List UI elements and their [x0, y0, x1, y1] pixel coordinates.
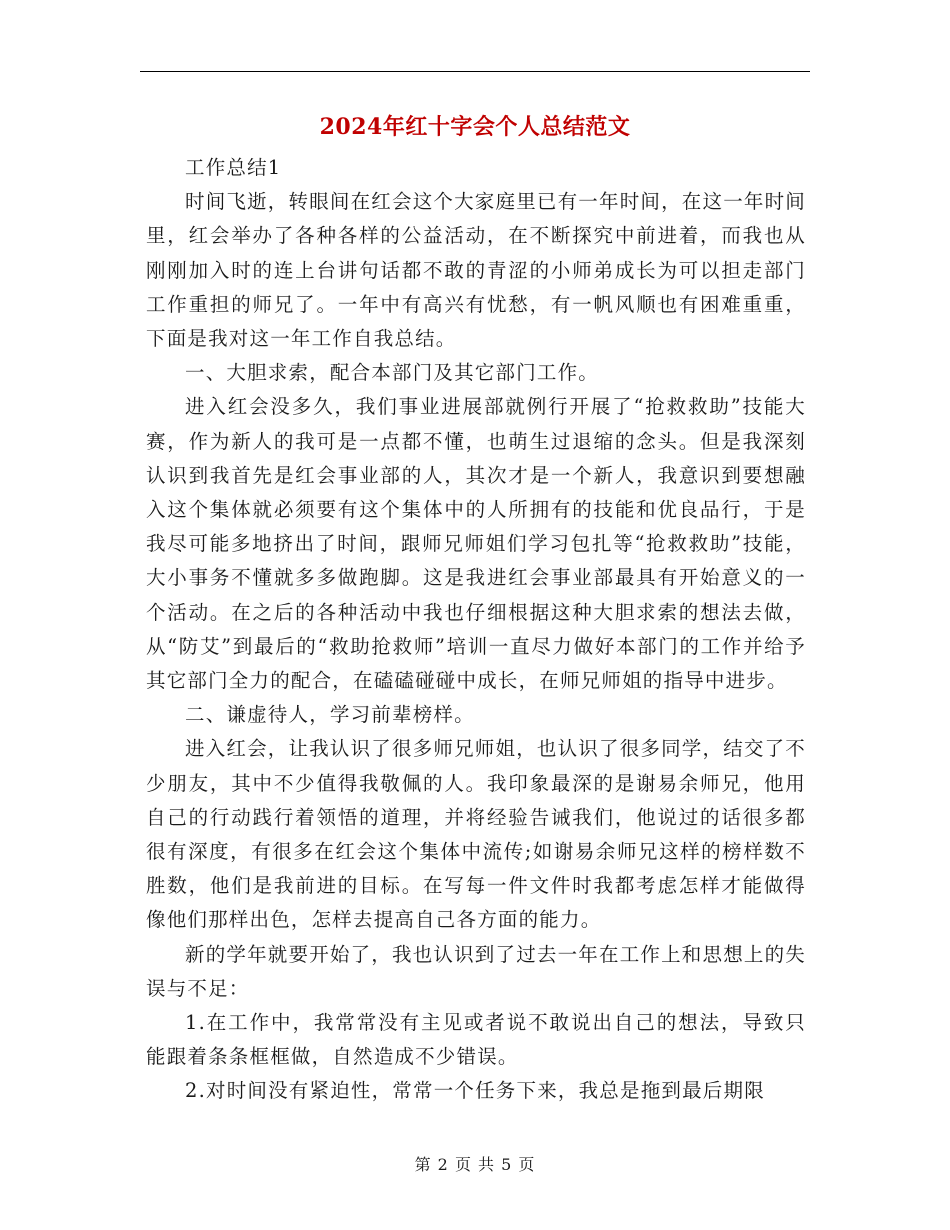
list-item-1: 1.在工作中，我常常没有主见或者说不敢说出自己的想法，导致只能跟着条条框框做，自然造成不少错误。	[146, 1011, 806, 1069]
paragraph-section-one: 进入红会没多久，我们事业进展部就例行开展了“抢救救助”技能大赛，作为新人的我可是一点都不懂，也萌生过退缩的念头。但是我深刻认识到我首先是红会事业部的人，其次才是一个新人，我意识到要想融入这个集体就必须要有这个集体中的人所拥有的技能和优良品行，于是我尽可能多地挤出了时间，跟师兄师姐们学习包扎等“抢救救助”技能，大小事务不懂就多多做跑脚。这是我进红会事业部最具有开始意义的一个活动。在之后的各种活动中我也仔细根据这种大胆求索的想法去做，从“防艾”到最后的“救助抢救师”培训一直尽力做好本部门的工作并给予其它部门全力的配合，在磕磕碰碰中成长，在师兄师姐的指导中进步。	[146, 395, 806, 693]
section-heading-one: 一、大胆求索，配合本部门及其它部门工作。	[185, 361, 600, 385]
document-title: 2024年红十字会个人总结范文	[319, 114, 631, 140]
list-item-2: 2.对时间没有紧迫性，常常一个任务下来，我总是拖到最后期限	[185, 1079, 765, 1103]
paragraph-section-two: 进入红会，让我认识了很多师兄师姐，也认识了很多同学，结交了不少朋友，其中不少值得我敬佩的人。我印象最深的是谢易余师兄，他用自己的行动践行着领悟的道理，并将经验告诫我们，他说过的话很多都很有深度，有很多在红会这个集体中流传;如谢易余师兄这样的榜样数不胜数，他们是我前进的目标。在写每一件文件时我都考虑怎样才能做得像他们那样出色，怎样去提高自己各方面的能力。	[146, 737, 807, 932]
section-heading-two: 二、谦虚待人，学习前辈榜样。	[185, 703, 475, 727]
document-body	[146, 151, 806, 1109]
section-heading-work-summary: 工作总结1	[185, 156, 282, 179]
page-footer: 第 2 页 共 5 页	[414, 1155, 536, 1174]
header-rule	[140, 71, 810, 72]
paragraph-new-year: 新的学年就要开始了，我也认识到了过去一年在工作上和思想上的失误与不足：	[146, 942, 807, 1000]
paragraph-intro: 时间飞逝，转眼间在红会这个大家庭里已有一年时间，在这一年时间里，红会举办了各种各样的公益活动，在不断探究中前进着，而我也从刚刚加入时的连上台讲句话都不敢的青涩的小师弟成长为可以担走部门工作重担的师兄了。一年中有高兴有忧愁，有一帆风顺也有困难重重，下面是我对这一年工作自我总结。	[146, 190, 807, 351]
